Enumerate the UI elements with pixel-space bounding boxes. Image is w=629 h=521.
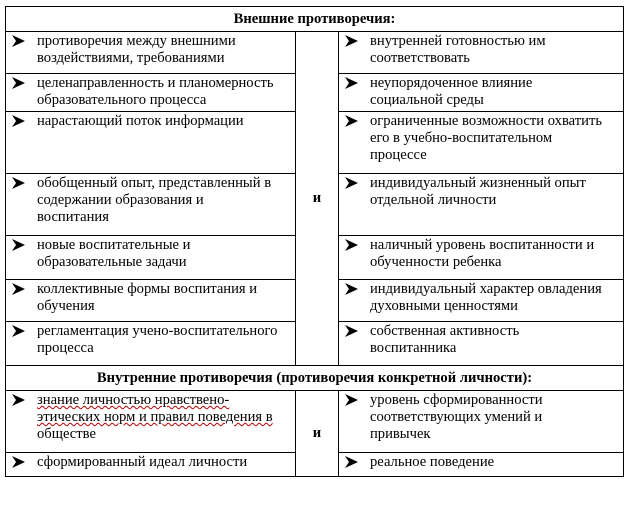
right-text-line: его в учебно-воспитательном [370, 130, 553, 146]
contradictions-table [5, 6, 624, 477]
arrow-bullet-icon [12, 35, 25, 47]
arrow-bullet-icon [12, 115, 25, 127]
left-cell [6, 453, 296, 477]
right-cell [339, 236, 624, 280]
left-cell [6, 32, 296, 74]
left-cell [6, 322, 296, 366]
right-cell [339, 453, 624, 477]
arrow-bullet-icon [12, 325, 25, 337]
right-text-line: реальное поведение [370, 454, 495, 470]
right-text-line: ограниченные возможности охватить [370, 113, 602, 129]
right-text-line: отдельной личности [370, 192, 497, 208]
right-cell [339, 74, 624, 112]
right-cell [339, 112, 624, 174]
external-header-row [6, 7, 624, 32]
arrow-bullet-icon [345, 239, 358, 251]
left-text-line: образовательного процесса [37, 92, 207, 108]
right-cell [339, 280, 624, 322]
left-text-line: регламентация учено-воспитательного [37, 323, 278, 339]
left-text-line: образовательные задачи [37, 254, 187, 270]
right-text-line: индивидуальный жизненный опыт [370, 175, 586, 191]
arrow-bullet-icon [345, 456, 358, 468]
arrow-bullet-icon [345, 115, 358, 127]
right-text-line: индивидуальный характер овладения [370, 281, 602, 297]
left-text-line: обществе [37, 426, 96, 442]
left-text-line: нарастающий поток информации [37, 113, 244, 129]
external-title: Внешние противоречия: [6, 7, 624, 32]
right-text-line: соответствующих умений и [370, 409, 543, 425]
internal-title: Внутренние противоречия (противоречия конкретной личности): [6, 366, 624, 391]
left-text-line: целенаправленность и планомерность [37, 75, 274, 91]
right-text-line: неупорядоченное влияние [370, 75, 533, 91]
right-text-line: социальной среды [370, 92, 484, 108]
left-cell [6, 74, 296, 112]
left-cell [6, 391, 296, 453]
arrow-bullet-icon [345, 394, 358, 406]
external-connector: и [296, 32, 339, 366]
right-text-line: процессе [370, 147, 427, 163]
right-text-line: духовными ценностями [370, 298, 518, 314]
arrow-bullet-icon [12, 177, 25, 189]
right-text-line: уровень сформированности [370, 392, 543, 408]
arrow-bullet-icon [345, 325, 358, 337]
left-text-line: сформированный идеал личности [37, 454, 248, 470]
arrow-bullet-icon [12, 394, 25, 406]
left-cell [6, 112, 296, 174]
right-cell [339, 391, 624, 453]
left-text-line: процесса [37, 340, 94, 356]
right-cell [339, 174, 624, 236]
right-text-line: собственная активность [370, 323, 520, 339]
right-text-line: внутренней готовностью им [370, 33, 546, 49]
left-text-line: противоречия между внешними [37, 33, 236, 49]
left-text-line: воспитания [37, 209, 109, 225]
left-text-line: коллективные формы воспитания и [37, 281, 258, 297]
right-cell [339, 32, 624, 74]
left-text-line: этических норм и правил поведения в [37, 409, 273, 425]
left-text-line: воздействиями, требованиями [37, 50, 225, 66]
left-text-line: новые воспитательные и [37, 237, 191, 253]
table-row [6, 32, 624, 74]
left-cell [6, 236, 296, 280]
arrow-bullet-icon [12, 239, 25, 251]
right-cell [339, 322, 624, 366]
arrow-bullet-icon [345, 177, 358, 189]
table-row [6, 391, 624, 453]
internal-connector: и [296, 391, 339, 477]
right-text-line: наличный уровень воспитанности и [370, 237, 595, 253]
left-cell [6, 174, 296, 236]
arrow-bullet-icon [345, 35, 358, 47]
table-body [6, 7, 624, 477]
right-text-line: обученности ребенка [370, 254, 502, 270]
left-text-line: знание личностью нравствено- [37, 392, 230, 408]
left-text-line: содержании образования и [37, 192, 204, 208]
right-text-line: соответствовать [370, 50, 470, 66]
left-cell [6, 280, 296, 322]
arrow-bullet-icon [12, 77, 25, 89]
arrow-bullet-icon [12, 456, 25, 468]
internal-header-row [6, 366, 624, 391]
right-text-line: воспитанника [370, 340, 457, 356]
left-text-line: обобщенный опыт, представленный в [37, 175, 272, 191]
right-text-line: привычек [370, 426, 431, 442]
arrow-bullet-icon [12, 283, 25, 295]
arrow-bullet-icon [345, 77, 358, 89]
left-text-line: обучения [37, 298, 95, 314]
arrow-bullet-icon [345, 283, 358, 295]
